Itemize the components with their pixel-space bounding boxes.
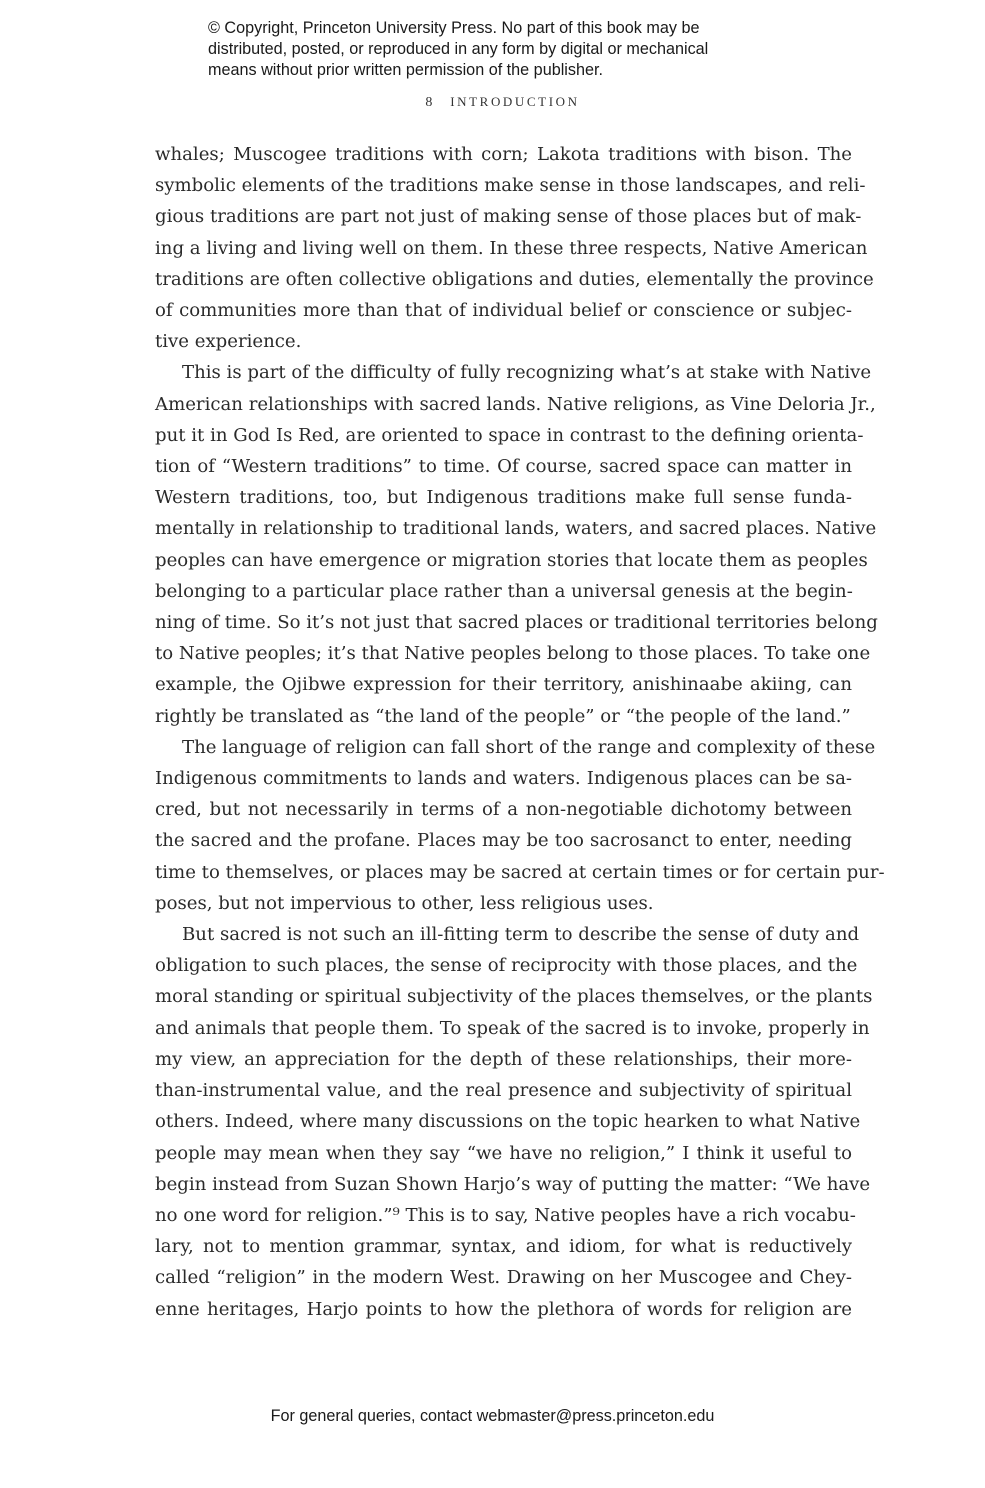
text-line: traditions are often collective obligations and duties, elementally the province (155, 268, 874, 290)
text-line: people may mean when they say “we have no religion,” I think it useful to (155, 1142, 852, 1164)
copyright-line: © Copyright, Princeton University Press. No part of this book may be (208, 19, 700, 37)
running-head (0, 94, 985, 111)
running-head-title: INTRODUCTION (450, 94, 580, 109)
text-line: ning of time. So it’s not just that sacred places or traditional territories belong (155, 612, 878, 634)
text-line: poses, but not impervious to other, less religious uses. (155, 892, 654, 914)
text-line: lary, not to mention grammar, syntax, and idiom, for what is reductively (155, 1236, 852, 1258)
paragraph (155, 919, 873, 1325)
text-line: of communities more than that of individual belief or conscience or subjec- (155, 300, 852, 322)
text-line: The language of religion can fall short of the range and complexity of these (182, 736, 876, 758)
text-line: called “religion” in the modern West. Drawing on her Muscogee and Chey- (155, 1267, 852, 1289)
text-line: American relationships with sacred lands. Native religions, as Vine Deloria Jr., (155, 393, 876, 415)
text-line: Indigenous commitments to lands and waters. Indigenous places can be sa- (155, 768, 852, 790)
paragraph (155, 732, 885, 919)
text-line: to Native peoples; it’s that Native peoples belong to those places. To take one (155, 643, 871, 665)
text-line: my view, an appreciation for the depth of these relationships, their more- (155, 1048, 852, 1070)
copyright-line: distributed, posted, or reproduced in any form by digital or mechanical (208, 40, 709, 58)
text-line: than-instrumental value, and the real presence and subjectivity of spiritual (155, 1080, 852, 1102)
paragraph (155, 357, 878, 731)
text-line: put it in God Is Red, are oriented to space in contrast to the defining orienta- (155, 424, 864, 446)
page-number: 8 (425, 95, 433, 110)
text-line: tive experience. (155, 331, 302, 353)
text-line: This is part of the difficulty of fully recognizing what’s at stake with Native (182, 362, 872, 384)
text-line: whales; Muscogee traditions with corn; Lakota traditions with bison. The (155, 144, 852, 165)
text-line: ing a living and living well on them. In these three respects, Native American (155, 237, 868, 259)
text-line: mentally in relationship to traditional lands, waters, and sacred places. Native (155, 518, 877, 540)
text-line: But sacred is not such an ill-fitting term to describe the sense of duty and (182, 924, 860, 946)
paragraph (155, 139, 874, 357)
text-line: cred, but not necessarily in terms of a non-negotiable dichotomy between (155, 799, 852, 821)
text-line: tion of “Western traditions” to time. Of course, sacred space can matter in (155, 456, 852, 478)
text-line: the sacred and the profane. Places may be too sacrosanct to enter, needing (155, 830, 852, 852)
text-line: and animals that people them. To speak of the sacred is to invoke, properly in (155, 1017, 870, 1039)
text-line: symbolic elements of the traditions make sense in those landscapes, and reli- (155, 175, 866, 197)
text-line: enne heritages, Harjo points to how the plethora of words for religion are (155, 1298, 852, 1320)
text-line: time to themselves, or places may be sacred at certain times or for certain pur- (155, 861, 885, 883)
body-text (155, 139, 885, 1325)
text-line: Western traditions, too, but Indigenous traditions make full sense funda- (155, 487, 852, 509)
copyright-notice (208, 18, 808, 81)
text-line: gious traditions are part not just of making sense of those places but of mak- (155, 206, 862, 228)
text-line: rightly be translated as “the land of the people” or “the people of the land.” (155, 705, 851, 727)
text-line: peoples can have emergence or migration stories that locate them as peoples (155, 549, 868, 571)
copyright-line: means without prior written permission of the publisher. (208, 61, 603, 79)
text-line: others. Indeed, where many discussions on the topic hearken to what Native (155, 1111, 861, 1133)
text-line: obligation to such places, the sense of reciprocity with those places, and the (155, 955, 858, 977)
footer-contact: For general queries, contact webmaster@press.princeton.edu (270, 1407, 715, 1425)
text-line: moral standing or spiritual subjectivity of the places themselves, or the plants (155, 986, 873, 1008)
text-line: begin instead from Suzan Shown Harjo’s way of putting the matter: “We have (155, 1173, 871, 1195)
text-line: no one word for religion.”⁹ This is to say, Native peoples have a rich vocabu- (155, 1204, 856, 1226)
text-line: example, the Ojibwe expression for their territory, anishinaabe akiing, can (155, 674, 852, 696)
text-line: belonging to a particular place rather than a universal genesis at the begin- (155, 580, 853, 602)
